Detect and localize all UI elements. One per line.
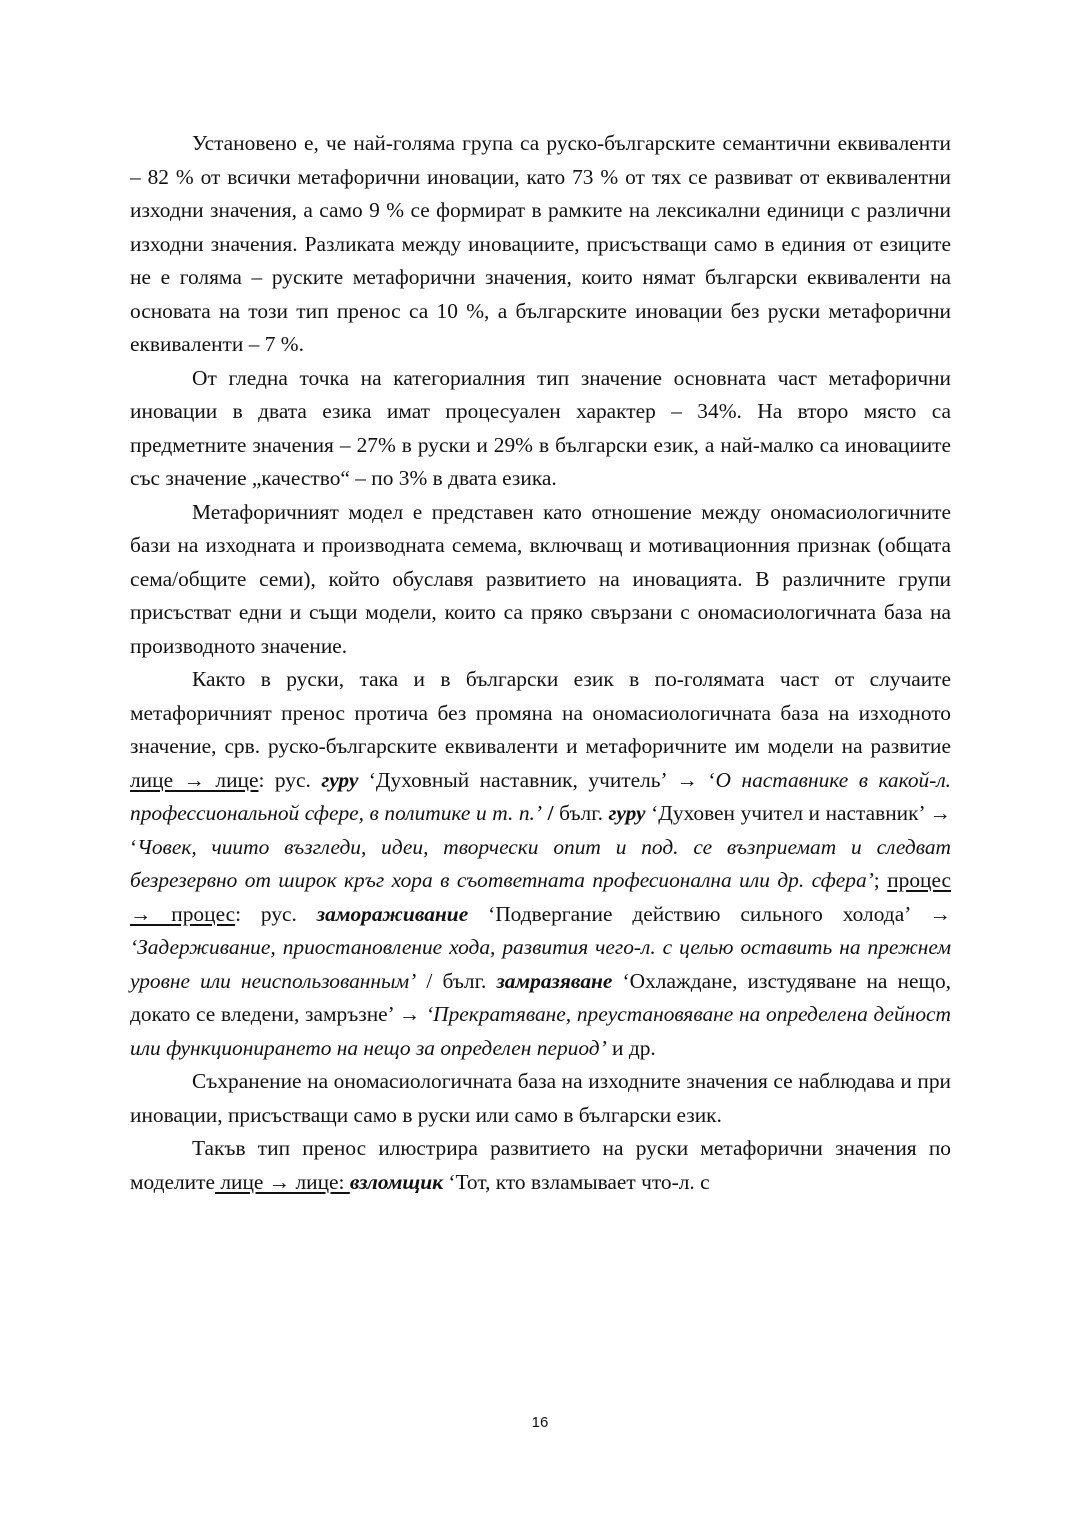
paragraph-5: Съхранение на ономасиологичната база на изходните значения се наблюдава и при иновации, присъстващи само в руски или само в български език. <box>130 1069 951 1127</box>
model-process-process: процес → процес <box>130 868 951 926</box>
paragraph-6 <box>130 1132 951 1199</box>
paragraph-1: Установено е, че най-голяма група са руско-българските семантични еквиваленти – 82 % от всички метафорични иновации, като 73 % от тях се развиват от еквивалентни изходни значения, а само 9 % се формират в рамките на лексикални единици с различни изходни значения. Разликата между иновациите, присъстващи само в единия от езиците не е голяма – руските метафорични значения, които нямат български еквиваленти на основата на този тип пренос са 10 %, а българските иновации без руски метафорични еквиваленти – 7 %. <box>130 131 951 356</box>
body-text <box>130 127 951 1199</box>
p4-text: ; <box>873 868 888 892</box>
p4-text: / бълг. <box>416 968 497 993</box>
definition-guru-bg: Човек, чиито възгледи, идеи, творчески опит и под. се възприемат и следват безрезервно от широк кръг хора в съответната професионална или др. сфера’ <box>130 834 951 892</box>
paragraph-4 <box>130 663 951 1065</box>
definition-zamorazhivanie: ‘Задерживание, приостановление хода, развития чего-л. с целью оставить на прежнем уровне или неиспользованным’ <box>130 935 951 993</box>
p4-text: ‘Подвергание действию сильного холода’ → <box>468 901 952 926</box>
page-number: 16 <box>531 1414 549 1431</box>
p6-text: ‘Тот, кто взламывает что-л. с <box>442 1169 710 1194</box>
headword-zamorazhivanie: замораживание <box>316 901 469 926</box>
definition-guru-ru: О наставнике в какой-л. профессиональной сфере, в политике и т. п.’ <box>130 767 952 825</box>
headword-zamraziavane: замразяване <box>496 968 613 993</box>
p4-text: : рус. <box>235 901 317 926</box>
p4-text: ‘Духовен учител и наставник’ → ‘ <box>130 801 952 859</box>
p4-text: ‘Охлаждане, изстудяване на нещо, докато се вледени, замръзне’ → <box>130 968 952 1026</box>
headword-guru-ru: гуру <box>321 767 359 792</box>
paragraph-2: От гледна точка на категориалния тип значение основната част метафорични иновации в двата езика имат процесуален характер – 34%. На второ място са предметните значения – 27% в руски и 29% в български език, а най-малко са иновациите със значение „качество“ – по 3% в двата езика. <box>130 365 951 490</box>
p4-text: и др. <box>606 1035 656 1060</box>
model-person-person-2: лице → лице: <box>214 1169 350 1194</box>
headword-vzlomshchik: взломщик <box>349 1169 443 1194</box>
paragraph-3: Метафоричният модел е представен като отношение между ономасиологичните бази на изходната и производната семема, включващ и мотивационния признак (общата сема/общите семи), който обуславя развитието на иновацията. В различните групи присъстват едни и същи модели, които са пряко свързани с ономасиологичната база на производното значение. <box>130 499 951 658</box>
p4-text: бълг. <box>559 801 609 825</box>
headword-guru-bg: гуру <box>608 801 646 825</box>
p4-text: Както в руски, така и в български език в по-голямата част от случаите метафоричният пренос протича без промяна на ономасиологичната база на изходното значение, срв. руско-българските еквиваленти и метафоричните им модели на развитие <box>130 667 951 758</box>
p6-text: Такъв тип пренос илюстрира развитието на руски метафорични значения по моделите <box>130 1136 951 1194</box>
p4-text: : рус. <box>258 767 322 792</box>
p4-separator: / <box>542 801 560 825</box>
definition-zamraziavane: ‘Прекратяване, преустановяване на определена дейност или функционирането на нещо за определен период’ <box>130 1002 951 1060</box>
model-person-person: лице → лице <box>130 767 259 792</box>
p4-text: ‘Духовный наставник, учитель’ → ‘ <box>358 767 716 792</box>
